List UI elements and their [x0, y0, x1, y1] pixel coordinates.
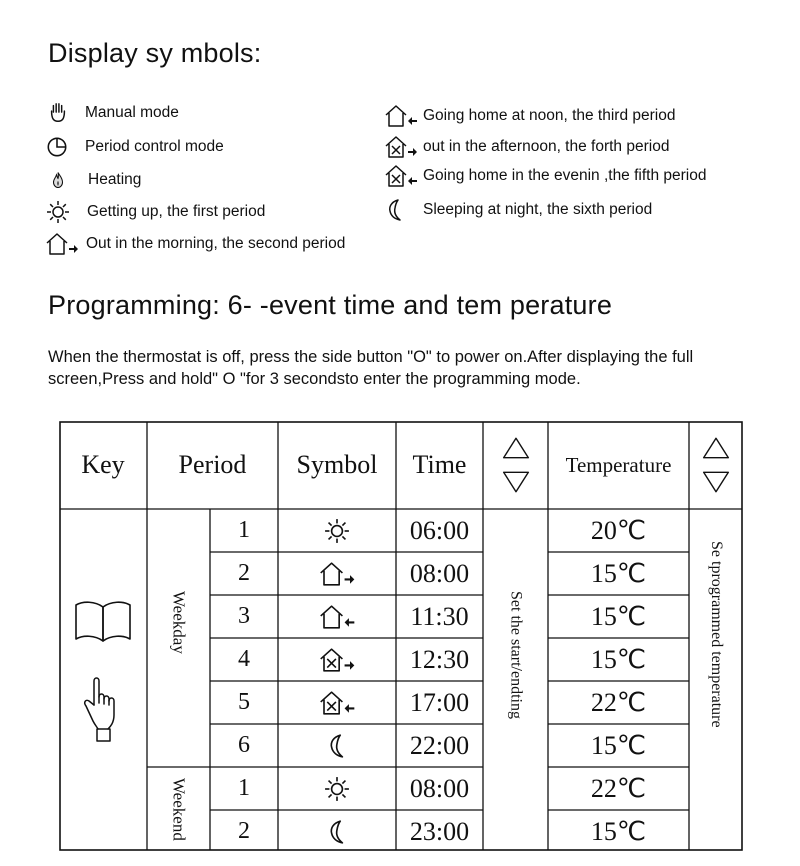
legend-label: Going home in the evenin ,the fifth period: [423, 167, 707, 184]
weekend-label: Weekend: [169, 777, 189, 841]
time-note: [483, 509, 548, 850]
period-number: 2: [238, 818, 250, 844]
legend-label: Going home at noon, the third period: [423, 107, 676, 124]
temp-note: [689, 509, 743, 850]
tools-house-out-icon: [278, 638, 396, 681]
legend-label: Manual mode: [85, 104, 179, 121]
legend-label: Getting up, the first period: [87, 203, 266, 220]
triangle-up-icon: [701, 435, 731, 461]
sun-icon: [278, 767, 396, 810]
weekend-group: [147, 767, 210, 851]
legend-label: Out in the morning, the second period: [86, 235, 346, 252]
header-key: Key: [81, 450, 125, 479]
period-number: 2: [238, 560, 250, 586]
period-number: 4: [238, 646, 250, 672]
legend-period-control-mode: [44, 134, 224, 160]
time-value: 22:00: [409, 730, 470, 760]
book-icon: [59, 591, 147, 651]
header-time: Time: [412, 450, 467, 479]
period-number: 1: [238, 517, 250, 543]
house-in-icon: [278, 595, 396, 638]
time-value: 06:00: [409, 515, 470, 545]
weekday-group: [147, 509, 210, 767]
triangle-down-icon: [701, 469, 731, 495]
legend-third-period: [383, 103, 675, 129]
temperature-value: 15℃: [590, 601, 647, 631]
legend-sixth-period: [381, 196, 652, 224]
legend-first-period: [44, 199, 265, 225]
header-period: Period: [178, 450, 247, 479]
sun-icon: [278, 509, 396, 552]
moon-icon: [381, 197, 409, 223]
temperature-value: 20℃: [590, 515, 647, 545]
flame-icon: [46, 170, 70, 190]
temperature-value: 15℃: [590, 730, 647, 760]
temperature-value: 22℃: [590, 687, 647, 717]
time-value: 08:00: [409, 773, 470, 803]
period-number: 3: [238, 603, 250, 629]
triangle-up-icon: [501, 435, 531, 461]
time-adjust-arrows: [483, 421, 548, 509]
temp-note-text: Se tprogrammed temperature: [708, 541, 725, 728]
temperature-value: 15℃: [590, 644, 647, 674]
temperature-value: 15℃: [590, 816, 647, 846]
legend-label: Heating: [88, 171, 142, 188]
legend-heating: [46, 167, 141, 193]
time-value: 12:30: [409, 644, 470, 674]
weekday-label: Weekday: [169, 591, 189, 654]
legend-second-period: [44, 231, 345, 257]
clock-icon: [44, 136, 70, 158]
period-number: 5: [238, 689, 250, 715]
instructions-text: When the thermostat is off, press the side button "O" to power on.After displaying the full screen,Press and hold" O "for 3 secondsto enter the programming mode.: [48, 348, 694, 388]
temp-adjust-arrows: [689, 421, 743, 509]
time-value: 23:00: [409, 816, 470, 846]
time-value: 11:30: [410, 601, 469, 631]
house-out-icon: [44, 232, 80, 256]
triangle-down-icon: [501, 469, 531, 495]
legend-label: Sleeping at night, the sixth period: [423, 201, 653, 218]
tools-house-in-icon: [383, 164, 419, 188]
header-temperature: Temperature: [565, 452, 672, 477]
legend-manual-mode: [46, 100, 179, 126]
program-table: [59, 421, 743, 851]
sun-icon: [44, 200, 72, 224]
time-value: 08:00: [409, 558, 470, 588]
header-symbol: Symbol: [296, 450, 378, 479]
period-number: 6: [238, 732, 250, 758]
time-value: 17:00: [409, 687, 470, 717]
temperature-value: 15℃: [590, 558, 647, 588]
tools-house-out-icon: [383, 135, 419, 159]
tools-house-in-icon: [278, 681, 396, 724]
temperature-value: 22℃: [590, 773, 647, 803]
legend-label: Period control mode: [85, 138, 224, 155]
period-number: 1: [238, 775, 250, 801]
legend-fifth-period: [383, 163, 707, 189]
legend-label: out in the afternoon, the forth period: [423, 138, 670, 155]
pointer-hand-icon: [59, 669, 147, 751]
house-in-icon: [383, 104, 419, 128]
legend-forth-period: [383, 134, 669, 160]
hand-icon: [46, 102, 70, 124]
moon-icon: [278, 810, 396, 853]
moon-icon: [278, 724, 396, 767]
display-symbols-title: Display sy mbols:: [48, 38, 262, 68]
programming-title: Programming: 6- -event time and tem perature: [48, 290, 613, 320]
time-note-text: Set the start/endting: [507, 591, 525, 719]
house-out-icon: [278, 552, 396, 595]
